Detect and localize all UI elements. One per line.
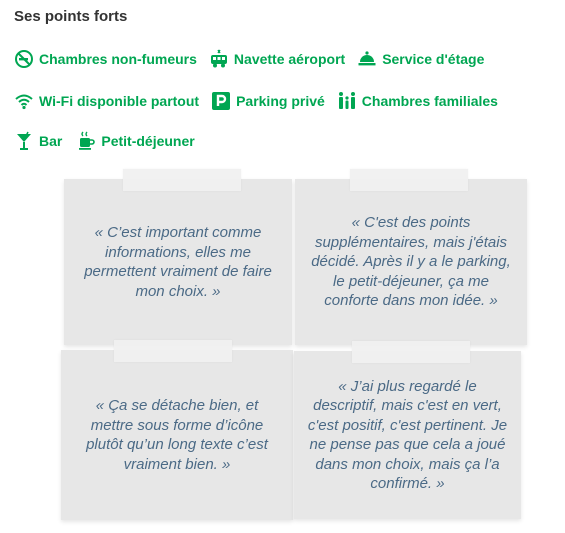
quote-text: « C'est des points supplémentaires, mais j'étais décidé. Après il y a le parking, le petit-déjeuner, ça me conforte dans mon idée. » (311, 214, 511, 310)
quote-note-4 (294, 351, 521, 519)
feature-family-rooms (337, 91, 498, 111)
wifi-icon (14, 91, 34, 111)
feature-row-1 (14, 49, 496, 69)
feature-no-smoking (14, 49, 197, 69)
cocktail-icon (14, 131, 34, 151)
feature-parking (211, 91, 325, 111)
feature-label: Parking privé (236, 93, 325, 109)
feature-row-2 (14, 91, 510, 111)
coffee-cup-icon (76, 131, 96, 151)
feature-label: Navette aéroport (233, 51, 346, 67)
shuttle-bus-icon (209, 49, 229, 69)
tape (114, 340, 232, 362)
feature-bar (14, 131, 62, 151)
feature-label: Chambres non-fumeurs (39, 51, 197, 67)
feature-shuttle (209, 49, 345, 69)
quote-note-3 (61, 350, 293, 520)
feature-label: Bar (39, 133, 63, 149)
quote-note-1 (64, 179, 292, 345)
tape (352, 341, 470, 363)
feature-label: Wi-Fi disponible partout (39, 93, 200, 109)
parking-icon (211, 91, 231, 111)
quote-text: « Ça se détache bien, et mettre sous forme d’icône plutôt qu’un long texte c’est vraiment bien. » (86, 397, 268, 473)
page-title: Ses points forts (14, 8, 128, 25)
family-icon (337, 91, 357, 111)
tape (123, 169, 241, 191)
feature-room-service (357, 49, 484, 69)
feature-label: Petit-déjeuner (101, 133, 195, 149)
quote-text: « C’est important comme informations, elles me permettent vraiment de faire mon choix. » (84, 224, 272, 300)
quote-text: « J’ai plus regardé le descriptif, mais c'est en vert, c'est positif, c'est pertinent. Je ne pense pas que cela a joué dans mon choix, mais ça l’a confirmé. » (307, 377, 508, 492)
feature-wifi (14, 91, 199, 111)
room-service-icon (357, 49, 377, 69)
no-smoking-icon (14, 49, 34, 69)
quote-note-2 (295, 179, 527, 345)
feature-label: Chambres familiales (361, 93, 498, 109)
feature-row-3 (14, 131, 207, 151)
feature-label: Service d'étage (382, 51, 485, 67)
tape (350, 169, 468, 191)
feature-breakfast (76, 131, 194, 151)
